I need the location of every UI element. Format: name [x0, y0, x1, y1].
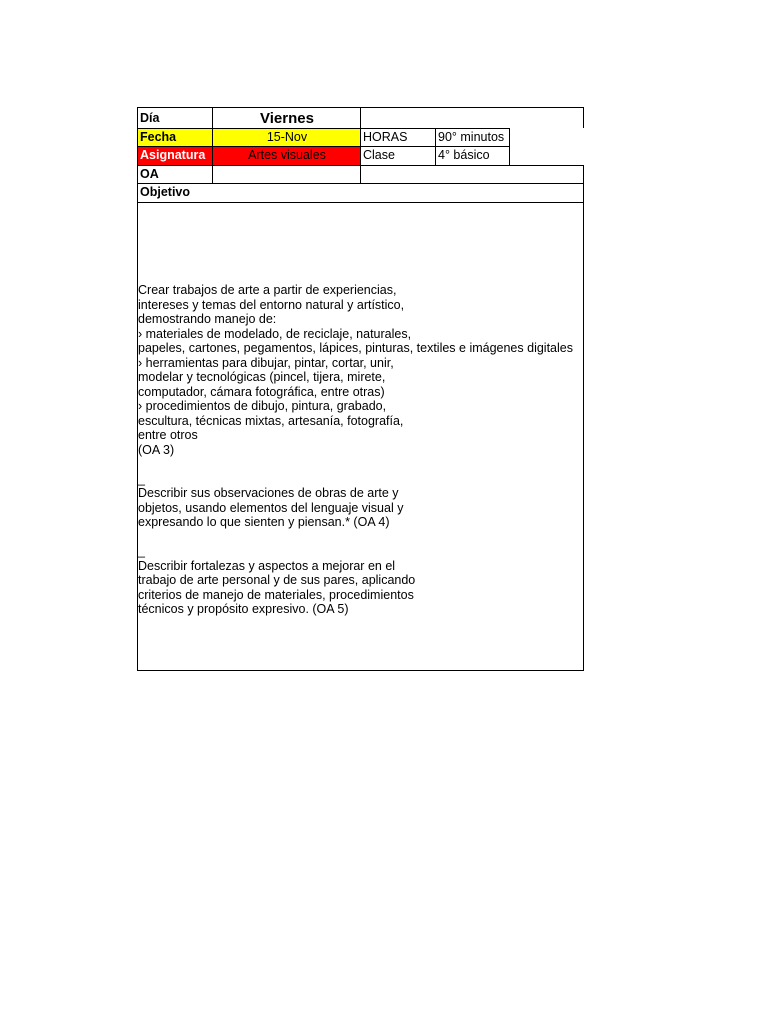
- horas-value: 90° minutos: [435, 128, 510, 147]
- fecha-value: 15-Nov: [212, 128, 361, 147]
- oa-empty-cell: [360, 165, 584, 184]
- clase-value: 4° básico: [435, 146, 510, 166]
- asignatura-label: Asignatura: [137, 146, 213, 166]
- clase-label: Clase: [360, 146, 436, 166]
- oa-label: OA: [137, 165, 213, 184]
- asignatura-value: Artes visuales: [212, 146, 361, 166]
- objetivo-label: Objetivo: [137, 183, 584, 203]
- dia-value: Viernes: [212, 107, 361, 128]
- horas-label: HORAS: [360, 128, 436, 147]
- fecha-label: Fecha: [137, 128, 213, 147]
- objetivo-text: Crear trabajos de arte a partir de experiencias, intereses y temas del entorno natural y artístico, demostrando manejo de: › materiales de modelado, de reciclaje, naturales, papeles, cartones, pegamentos, lápices, pinturas, textiles e imágenes digitales › herramientas para dibujar, pintar, cortar, unir, modelar y tecnológicas (pincel, tijera, mirete, computador, cámara fotográfica, entre otras) › procedimientos de dibujo, pintura, grabado, escultura, técnicas mixtas, artesanía, fotografía, entre otros (OA 3) _ Describir sus observaciones de obras de arte y objetos, usando elementos del lenguaje visual y expresando lo que sienten y piensan.* (OA 4) _ Describir fortalezas y aspectos a mejorar en el trabajo de arte personal y de sus pares, aplicando criterios de manejo de materiales, procedimientos técnicos y propósito expresivo. (OA 5): [138, 283, 573, 616]
- oa-value-cell: [212, 165, 361, 184]
- dia-label: Día: [137, 107, 213, 128]
- dia-empty-cell: [360, 107, 584, 128]
